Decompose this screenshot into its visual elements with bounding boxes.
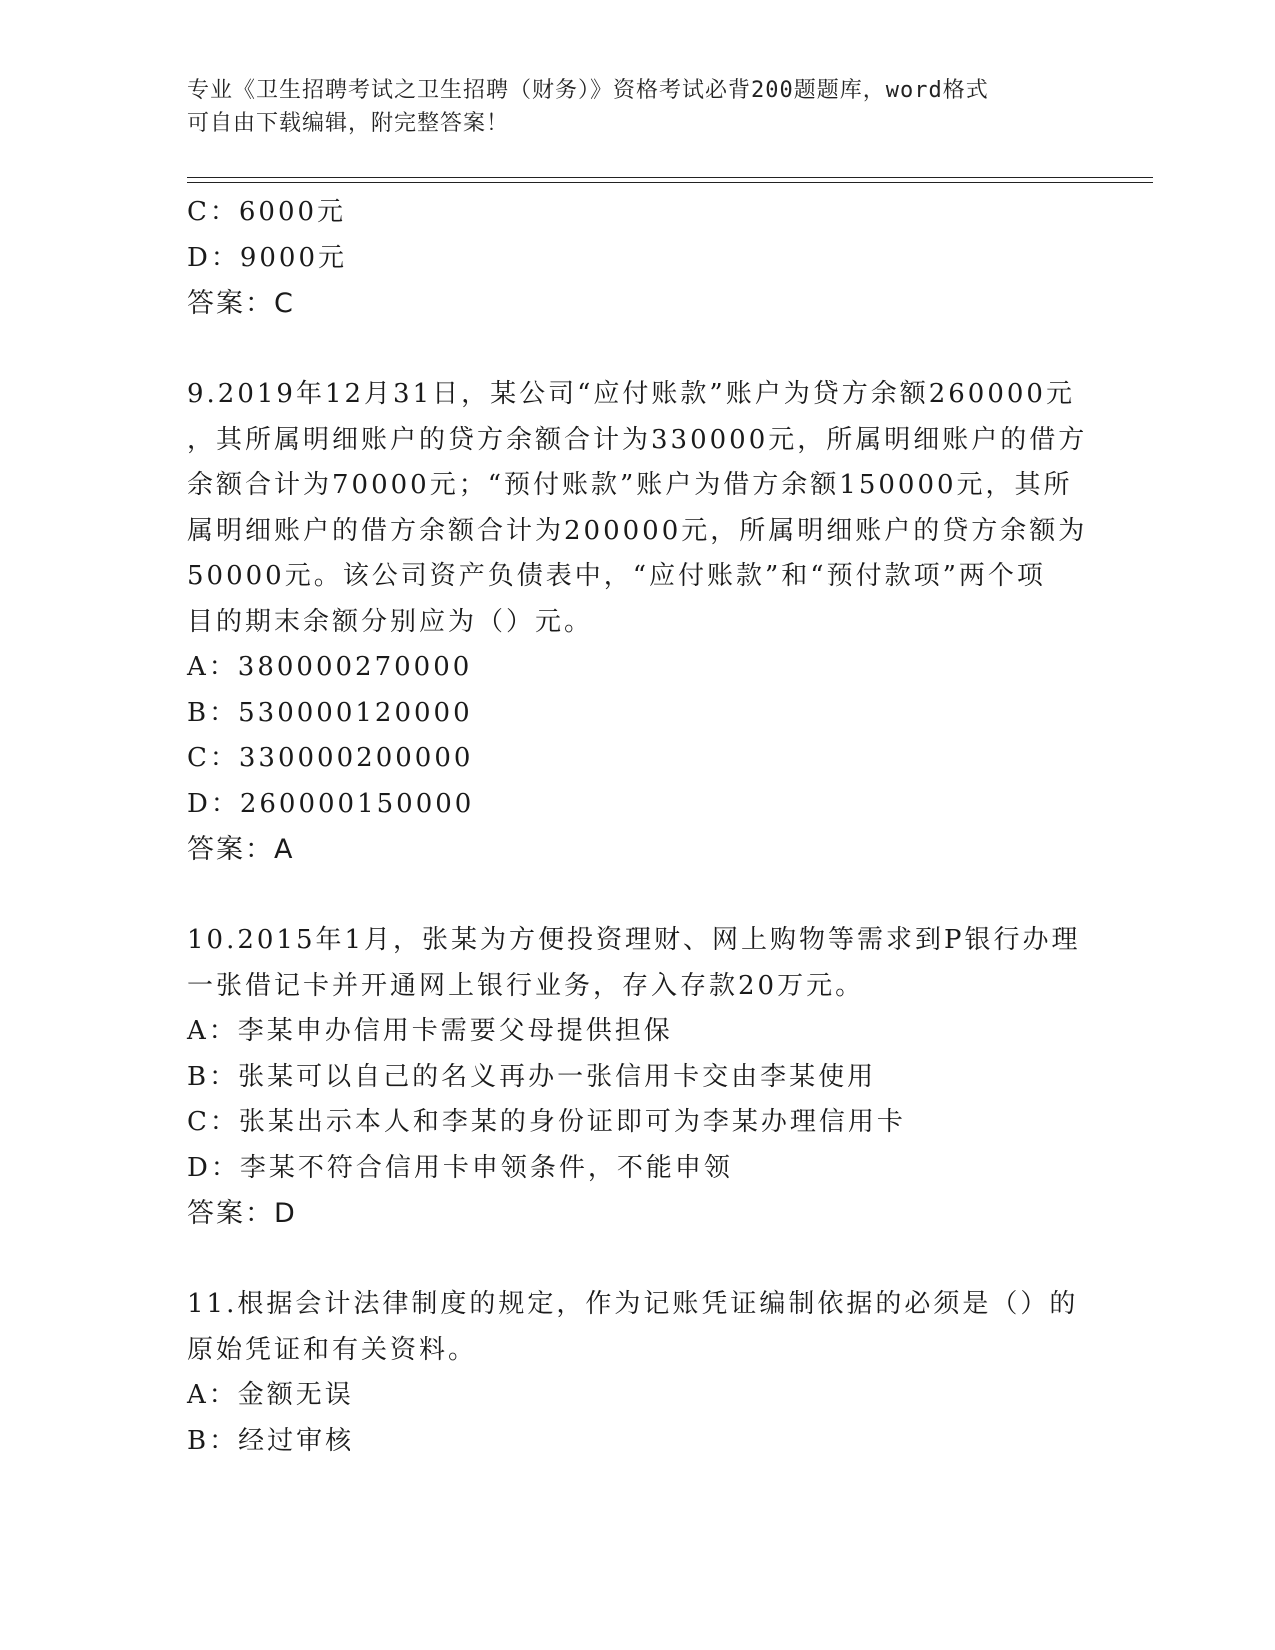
question-9	[187, 372, 1087, 873]
option-d: D：李某不符合信用卡申领条件，不能申领	[187, 1152, 733, 1183]
option-c: C：张某出示本人和李某的身份证即可为李某办理信用卡	[187, 1107, 906, 1137]
option-b: B：张某可以自己的名义再办一张信用卡交由李某使用	[187, 1061, 877, 1092]
option-d: D：260000150000	[187, 788, 475, 819]
page-header	[187, 74, 1087, 140]
answer-line: 答案：A	[187, 834, 295, 865]
header-rule-bottom	[187, 182, 1153, 183]
previous-question-tail	[187, 190, 1087, 327]
question-text-line: 50000元。该公司资产负债表中，“应付账款”和“预付款项”两个项	[187, 561, 1046, 591]
header-rule-top	[187, 177, 1153, 178]
answer-line: 答案：C	[187, 288, 295, 319]
option-a: A：380000270000	[187, 652, 473, 682]
option-c: C：330000200000	[187, 743, 474, 773]
question-text-line: 10.2015年1月，张某为方便投资理财、网上购物等需求到P银行办理	[187, 925, 1081, 955]
option-a: A：李某申办信用卡需要父母提供担保	[187, 1016, 673, 1046]
answer-line: 答案：D	[187, 1198, 297, 1229]
option-a: A：金额无误	[187, 1380, 354, 1410]
option-d: D：9000元	[187, 242, 348, 273]
option-c: C：6000元	[187, 197, 347, 227]
question-text-line: ，其所属明细账户的贷方余额合计为330000元，所属明细账户的借方	[187, 424, 1088, 455]
question-text-line: 目的期末余额分别应为（）元。	[187, 606, 594, 637]
question-10	[187, 918, 1087, 1237]
question-text-line: 9.2019年12月31日，某公司“应付账款”账户为贷方余额260000元	[187, 379, 1075, 409]
spacer	[187, 327, 1087, 373]
option-b: B：530000120000	[187, 697, 473, 728]
question-text-line: 属明细账户的借方余额合计为200000元，所属明细账户的贷方余额为	[187, 515, 1088, 546]
option-b: B：经过审核	[187, 1425, 355, 1456]
spacer	[187, 873, 1087, 919]
question-text-line: 11.根据会计法律制度的规定，作为记账凭证编制依据的必须是（）的	[187, 1289, 1079, 1319]
question-text-line: 一张借记卡并开通网上银行业务，存入存款20万元。	[187, 970, 865, 1001]
header-line-2: 可自由下载编辑，附完整答案！	[187, 111, 510, 136]
header-line-1: 专业《卫生招聘考试之卫生招聘（财务）》资格考试必背200题题库，word格式	[187, 78, 989, 103]
question-text-line: 原始凭证和有关资料。	[187, 1334, 478, 1365]
question-11	[187, 1282, 1087, 1464]
question-text-line: 余额合计为70000元；“预付账款”账户为借方余额150000元，其所	[187, 470, 1073, 500]
document-body	[187, 190, 1087, 1464]
spacer	[187, 1237, 1087, 1283]
